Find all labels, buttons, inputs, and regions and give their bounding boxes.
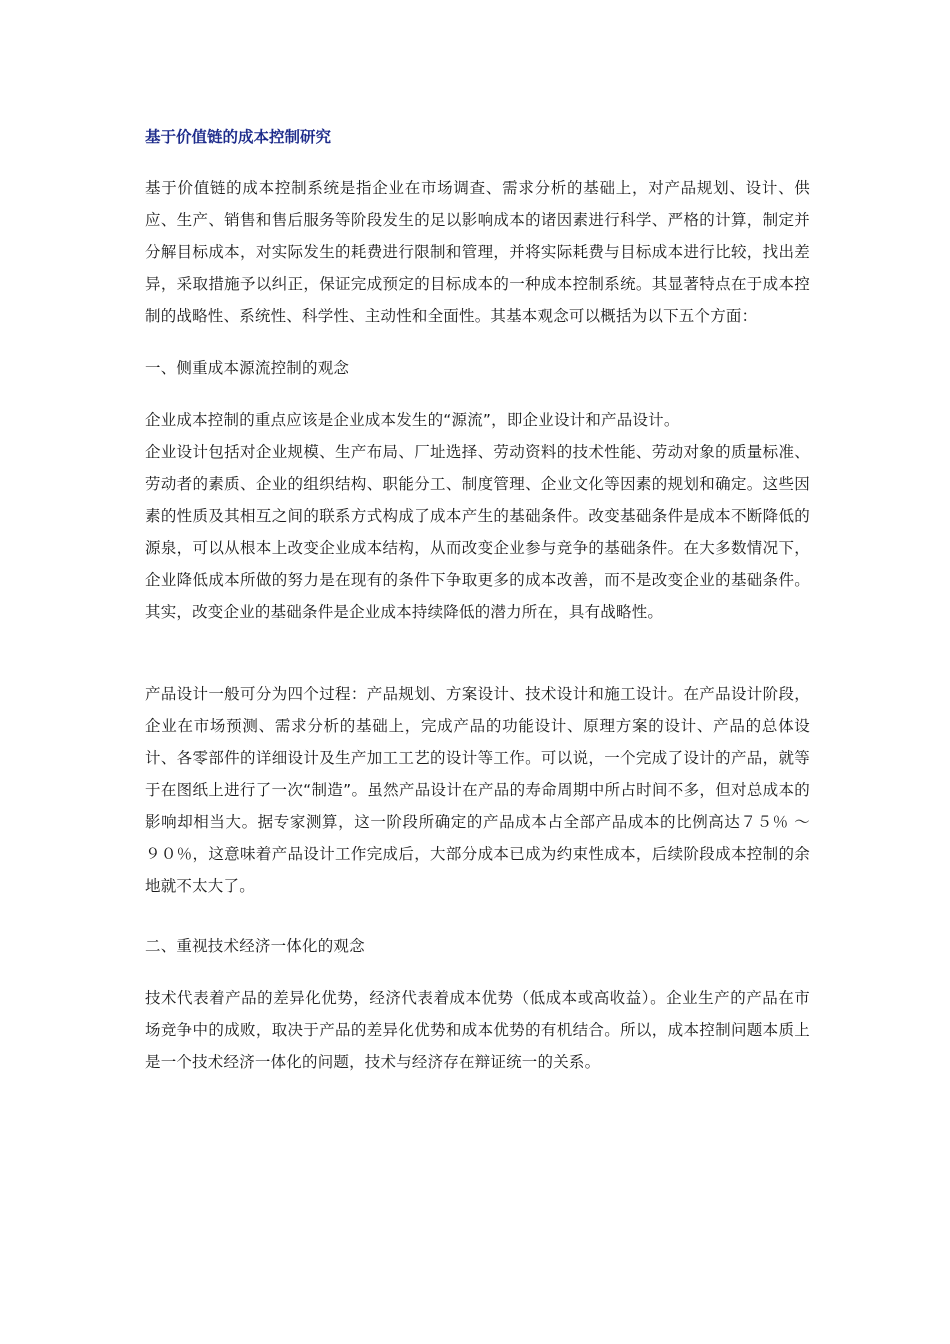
section-2-heading: 二、重视技术经济一体化的观念 — [145, 937, 365, 955]
section-2-paragraph-1: 技术代表着产品的差异化优势，经济代表着成本优势（低成本或高收益）。企业生产的产品在市场竞争中的成败，取决于产品的差异化优势和成本优势的有机结合。所以，成本控制问题本质上是一个技术经济一体化的问题，技术与经济存在辩证统一的关系。 — [145, 989, 810, 1071]
spacer — [145, 962, 810, 982]
spacer — [145, 384, 810, 404]
spacer — [145, 332, 810, 352]
section-1-paragraph-2: 企业设计包括对企业规模、生产布局、厂址选择、劳动资料的技术性能、劳动对象的质量标准、劳动者的素质、企业的组织结构、职能分工、制度管理、企业文化等因素的规划和确定。这些因素的性质及其相互之间的联系方式构成了成本产生的基础条件。改变基础条件是成本不断降低的源泉，可以从根本上改变企业成本结构，从而改变企业参与竞争的基础条件。在大多数情况下，企业降低成本所做的努力是在现有的条件下争取更多的成本改善，而不是改变企业的基础条件。其实，改变企业的基础条件是企业成本持续降低的潜力所在，具有战略性。 — [145, 443, 810, 621]
intro-paragraph: 基于价值链的成本控制系统是指企业在市场调查、需求分析的基础上，对产品规划、设计、供应、生产、销售和售后服务等阶段发生的足以影响成本的诸因素进行科学、严格的计算，制定并分解目标成本，对实际发生的耗费进行限制和管理，并将实际耗费与目标成本进行比较，找出差异，采取措施予以纠正，保证完成预定的目标成本的一种成本控制系统。其显著特点在于成本控制的战略性、系统性、科学性、主动性和全面性。其基本观念可以概括为以下五个方面： — [145, 179, 810, 325]
section-1-paragraph-1: 企业成本控制的重点应该是企业成本发生的“源流”，即企业设计和产品设计。 — [145, 411, 680, 429]
spacer — [145, 902, 810, 930]
spacer — [145, 628, 810, 678]
section-1-heading: 一、侧重成本源流控制的观念 — [145, 359, 350, 377]
document-title: 基于价值链的成本控制研究 — [145, 128, 332, 146]
document-page — [145, 126, 810, 1078]
section-1-paragraph-3: 产品设计一般可分为四个过程：产品规划、方案设计、技术设计和施工设计。在产品设计阶段，企业在市场预测、需求分析的基础上，完成产品的功能设计、原理方案的设计、产品的总体设计、各零部件的详细设计及生产加工工艺的设计等工作。可以说，一个完成了设计的产品，就等于在图纸上进行了一次“制造”。虽然产品设计在产品的寿命周期中所占时间不多，但对总成本的影响却相当大。据专家测算，这一阶段所确定的产品成本占全部产品成本的比例高达７５％ ～ ９０％，这意味着产品设计工作完成后，大部分成本已成为约束性成本，后续阶段成本控制的余地就不太大了。 — [145, 685, 810, 895]
